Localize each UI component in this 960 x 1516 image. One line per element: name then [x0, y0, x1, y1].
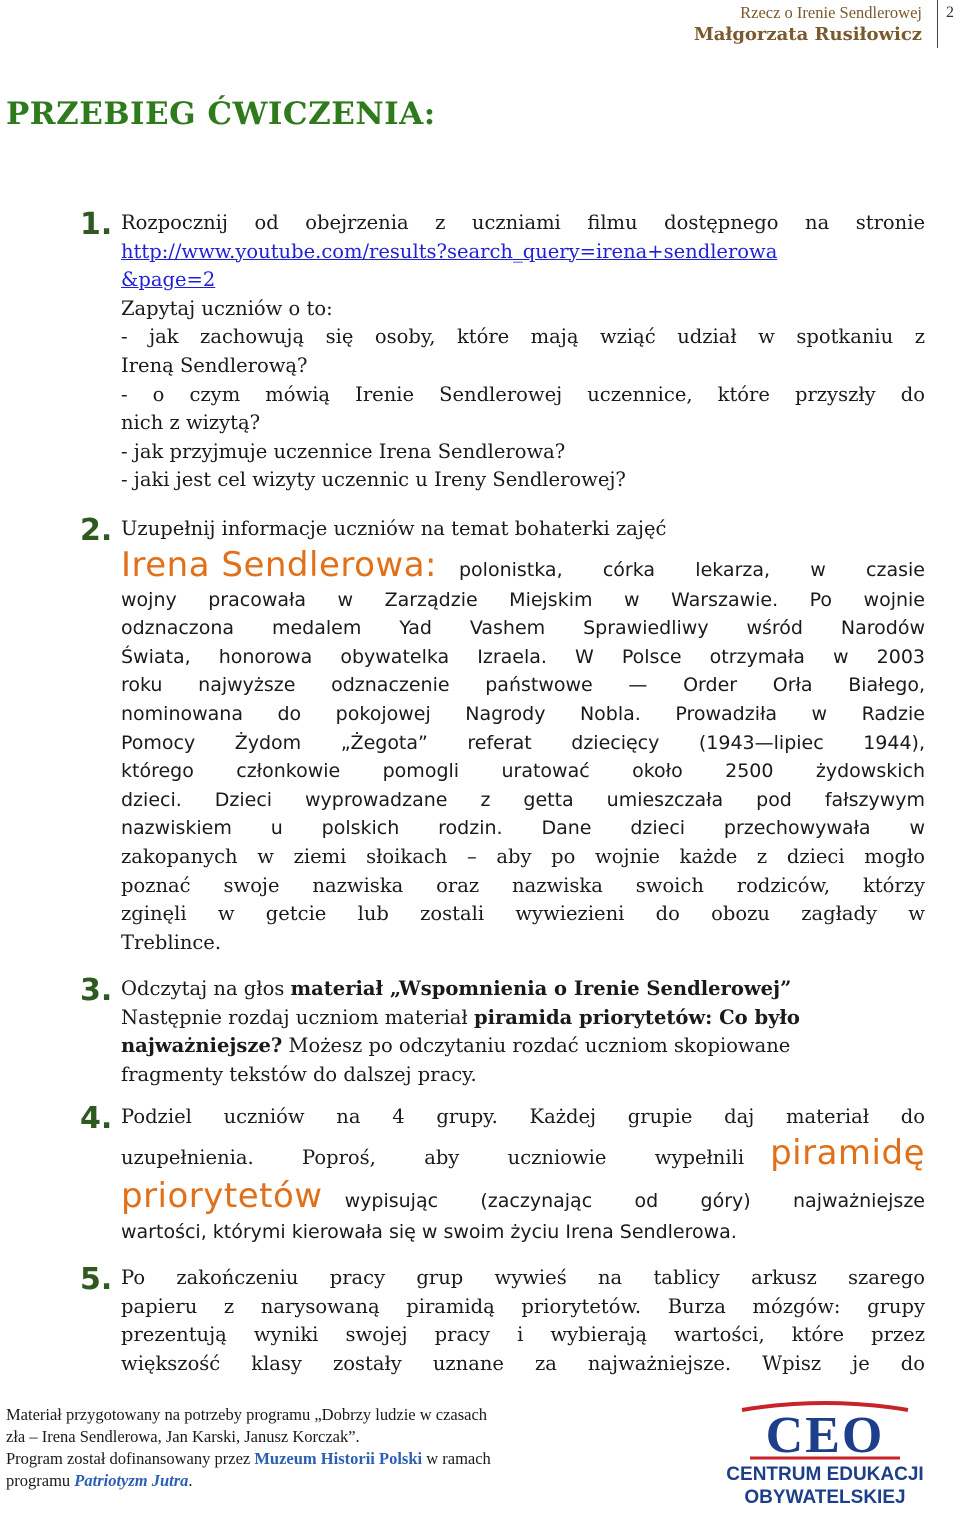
step-number: 3.: [80, 973, 113, 1008]
step-body: [121, 209, 925, 495]
step-text: Możesz po odczytaniu rozdać uczniom skopiowane: [282, 1034, 791, 1058]
section-heading: PRZEBIEG ĆWICZENIA:: [6, 96, 436, 132]
question-line: - jak przyjmuje uczennice Irena Sendlerowa?: [121, 439, 566, 463]
logo-line1: CENTRUM EDUKACJI: [726, 1464, 924, 1485]
ceo-logo-icon: [720, 1400, 930, 1512]
step-line: [121, 1004, 925, 1033]
footer-line: [6, 1448, 626, 1470]
step-line: wartości, którymi kierowała się w swoim życiu Irena Sendlerowa.: [121, 1220, 737, 1243]
step-line: [121, 1032, 925, 1061]
logo-line2: OBYWATELSKIEJ: [744, 1487, 906, 1508]
step-line: [121, 1132, 925, 1174]
material-title: piramida priorytetów: Co było: [473, 1005, 800, 1029]
step-line: prezentują wyniki swojej pracy i wybierają wartości, które przez: [121, 1323, 925, 1347]
bio-text: którego członkowie pomogli uratować około 2500 żydowskich: [121, 760, 925, 783]
step-text: Odczytaj na głos: [121, 977, 291, 1000]
step-line: Zapytaj uczniów o to:: [121, 296, 333, 320]
step-body: [121, 1264, 925, 1378]
step-line: Podziel uczniów na 4 grupy. Każdej grupie daj materiał do: [121, 1105, 925, 1128]
page-footer: [6, 1404, 626, 1492]
program-name: Patriotyzm Jutra: [74, 1471, 189, 1490]
header-author: Małgorzata Rusiłowicz: [693, 24, 922, 45]
material-title: materiał „Wspomnienia o Irenie Sendlerowej”: [290, 977, 792, 1000]
step-number: 5.: [80, 1262, 113, 1297]
ceo-logo: [720, 1400, 930, 1512]
step-intro: Uzupełnij informacje uczniów na temat bohaterki zajęć: [121, 517, 667, 540]
material-title: najważniejsze?: [121, 1034, 283, 1058]
step-body: [121, 515, 925, 957]
footer-text: Program został dofinansowany przez: [6, 1449, 255, 1468]
page-number: 2: [946, 4, 954, 21]
step-line: Rozpocznij od obejrzenia z uczniami filmu dostępnego na stronie: [121, 211, 925, 234]
bio-text: Treblince.: [121, 930, 222, 954]
step-line: papieru z narysowaną piramidą priorytetów. Burza mózgów: grupy: [121, 1294, 925, 1318]
step-line: [121, 975, 925, 1004]
question-line: nich z wizytą?: [121, 411, 261, 435]
museum-name: Muzeum Historii Polski: [254, 1449, 423, 1468]
step-number: 4.: [80, 1101, 113, 1136]
video-link-cont[interactable]: &page=2: [121, 268, 216, 292]
bio-text: Świata, honorowa obywatelka Izraela. W Polsce otrzymała w 2003: [121, 645, 925, 668]
footer-text: programu: [6, 1471, 75, 1490]
question-line: - jak zachowują się osoby, które mają wziąć udział w spotkaniu z: [121, 325, 925, 349]
footer-text: w ramach: [422, 1449, 491, 1468]
bio-text: roku najwyższe odznaczenie państwowe — Order Orła Białego,: [121, 674, 925, 697]
footer-text: .: [188, 1471, 193, 1490]
step-text: wypisując (zaczynając od góry) najważniejsze: [344, 1189, 925, 1212]
header-title: Rzecz o Irenie Sendlerowej: [740, 3, 922, 22]
question-line: - jaki jest cel wizyty uczennic u Ireny Sendlerowej?: [121, 468, 626, 492]
bio-text: dzieci. Dzieci wyprowadzane z getta umieszczała pod fałszywym: [121, 788, 925, 811]
bio-text: poznać swoje nazwiska oraz nazwiska swoich rodziców, którzy: [121, 873, 925, 897]
heroine-name: Irena Sendlerowa:: [121, 544, 437, 585]
bio-text: nominowana do pokojowej Nagrody Nobla. Prowadziła w Radzie: [121, 702, 925, 725]
bio-text: zginęli w getcie lub zostali wywiezieni do obozu zagłady w: [121, 902, 925, 926]
step-line: fragmenty tekstów do dalszej pracy.: [121, 1062, 477, 1086]
footer-line: [6, 1470, 626, 1492]
step-number: 1.: [80, 207, 113, 242]
logo-mark: CEO: [765, 1407, 885, 1464]
step-line: Po zakończeniu pracy grup wywieś na tablicy arkusz szarego: [121, 1266, 925, 1289]
step-number: 2.: [80, 513, 113, 548]
step-line: większość klasy zostały uznane za najważniejsze. Wpisz je do: [121, 1351, 925, 1375]
question-line: - o czym mówią Irenie Sendlerowej uczennice, które przyszły do: [121, 382, 925, 406]
step-text: uzupełnienia. Poproś, aby uczniowie wypełnili: [121, 1145, 745, 1169]
bio-text: odznaczona medalem Yad Vashem Sprawiedliwy wśród Narodów: [121, 617, 925, 640]
bio-text: nazwiskiem u polskich rodzin. Dane dzieci przechowywała w: [121, 817, 925, 840]
step-line: [121, 1174, 925, 1218]
step-body: [121, 1103, 925, 1246]
page-header: [0, 0, 960, 50]
question-line: Ireną Sendlerową?: [121, 353, 308, 377]
bio-text: polonistka, córka lekarza, w czasie: [459, 558, 925, 581]
bio-text: wojny pracowała w Zarządzie Miejskim w Warszawie. Po wojnie: [121, 588, 925, 611]
video-link[interactable]: http://www.youtube.com/results?search_query=irena+sendlerowa: [121, 239, 778, 263]
step-body: [121, 975, 925, 1089]
pyramid-term: piramidę: [770, 1132, 925, 1173]
step-text: Następnie rozdaj uczniom materiał: [121, 1005, 474, 1029]
bio-first-line: [121, 544, 925, 586]
bio-text: zakopanych w ziemi słoikach – aby po wojnie każde z dzieci mogło: [121, 844, 925, 868]
header-divider: [937, 0, 938, 48]
footer-line: zła – Irena Sendlerowa, Jan Karski, Janusz Korczak”.: [6, 1427, 360, 1446]
footer-line: Materiał przygotowany na potrzeby programu „Dobrzy ludzie w czasach: [6, 1405, 488, 1424]
bio-text: Pomocy Żydom „Żegota” referat dziecięcy (1943—lipiec 1944),: [121, 731, 925, 754]
pyramid-term: priorytetów: [121, 1175, 323, 1216]
